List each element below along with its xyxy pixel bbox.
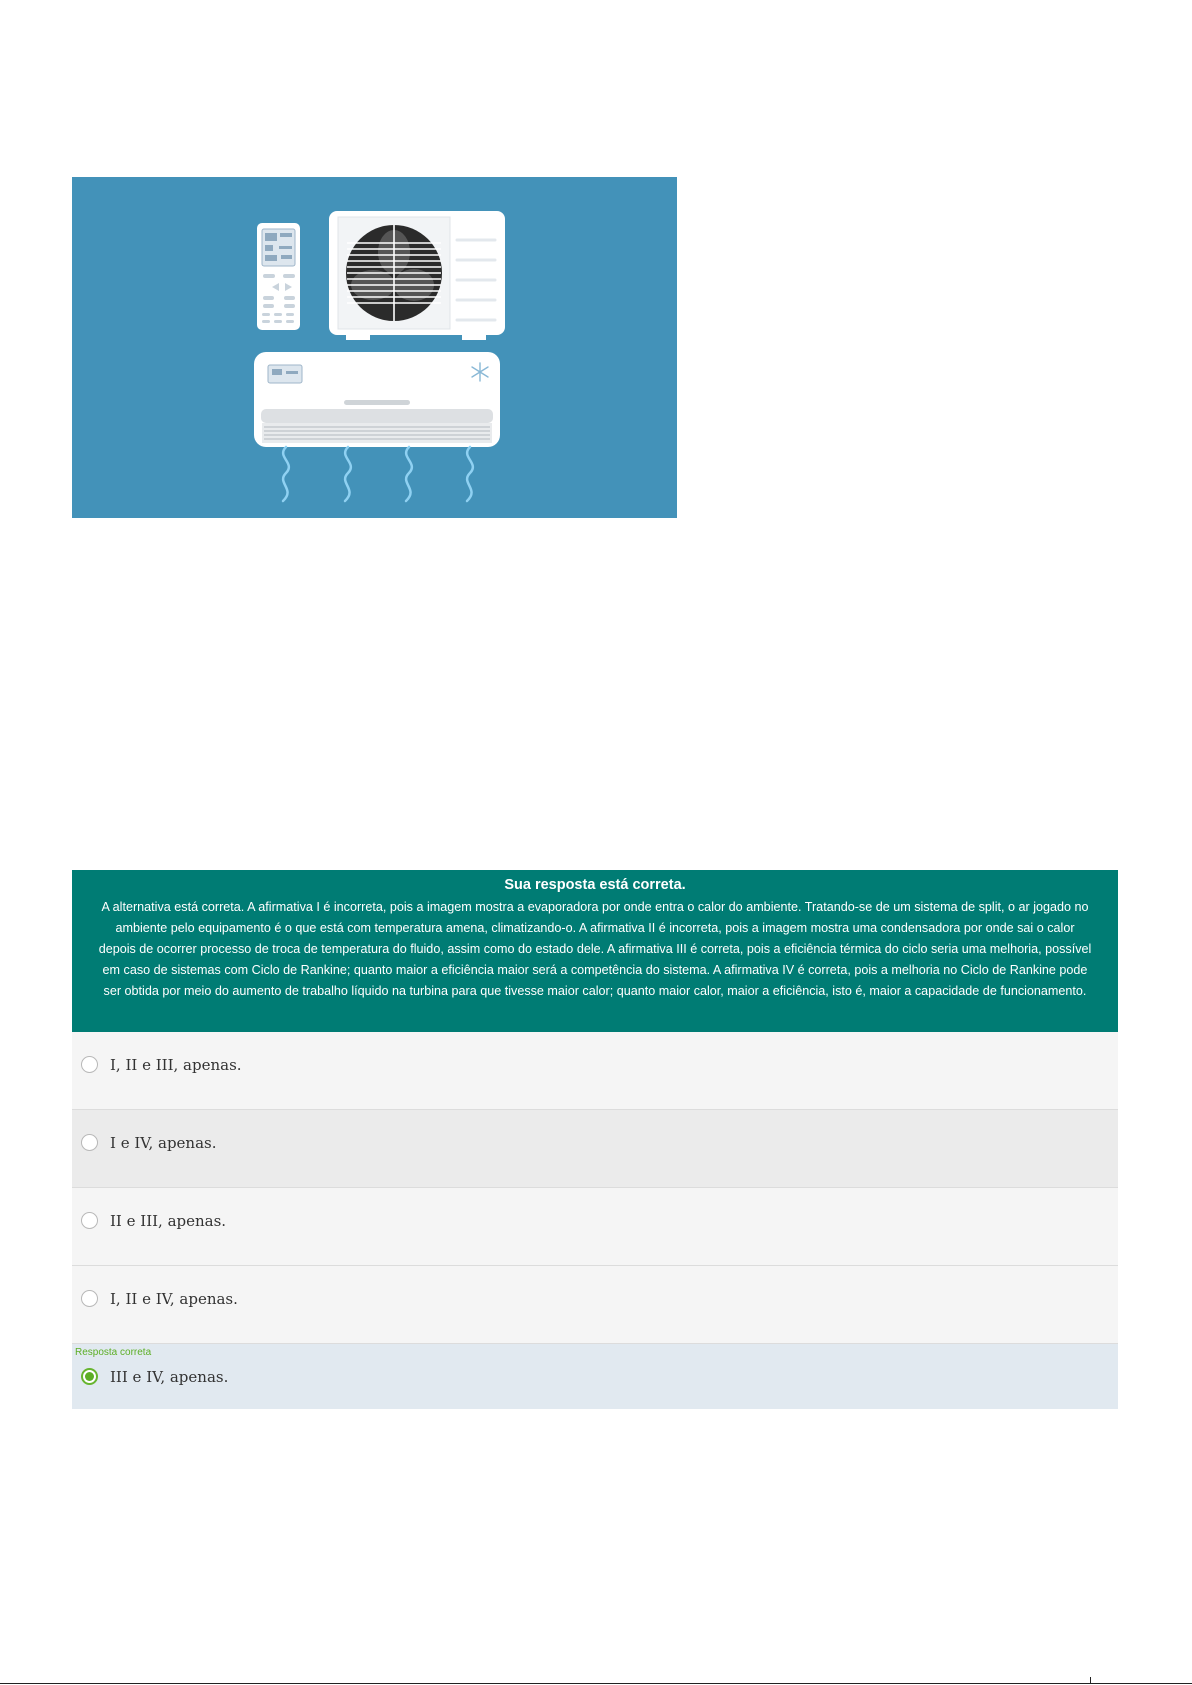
page-bottom-rule-tick bbox=[1090, 1677, 1091, 1683]
page-bottom-rule bbox=[0, 1683, 1192, 1684]
radio-button[interactable] bbox=[81, 1056, 98, 1073]
correct-answer-tag: Resposta correta bbox=[75, 1347, 152, 1358]
answer-option-label: III e IV, apenas. bbox=[110, 1368, 229, 1386]
answer-option-label: I, II e IV, apenas. bbox=[110, 1290, 238, 1308]
answer-option-2[interactable] bbox=[72, 1110, 1118, 1188]
answer-option-1[interactable] bbox=[72, 1032, 1118, 1110]
remote-control-icon bbox=[257, 223, 300, 330]
radio-button[interactable] bbox=[81, 1290, 98, 1307]
answer-option-3[interactable] bbox=[72, 1188, 1118, 1266]
air-conditioner-illustration bbox=[72, 177, 677, 518]
radio-button[interactable] bbox=[81, 1134, 98, 1151]
feedback-text: A alternativa está correta. A afirmativa I é incorreta, pois a imagem mostra a evaporadora por onde entra o calor do ambiente. Tratando-se de um sistema de split, o ar jogado no ambiente pelo equipamento é o que está com temperatura amena, climatizando-o. A afirmativa II é incorreta, pois a imagem mostra uma condensadora por onde sai o calor depois de ocorrer processo de troca de temperatura do fluido, assim como do estado dele. A afirmativa III é correta, pois a eficiência térmica do ciclo seria uma melhoria, possível em caso de sistemas com Ciclo de Rankine; quanto maior a eficiência maior será a competência do sistema. A afirmativa IV é correta, pois a melhoria no Ciclo de Rankine pode ser obtida por meio do aumento de trabalho líquido na turbina para que tivesse maior calor; quanto maior calor, maior a eficiência, isto é, maior a capacidade de funcionamento. bbox=[98, 900, 1092, 998]
answer-option-label: II e III, apenas. bbox=[110, 1212, 227, 1230]
answer-option-4[interactable] bbox=[72, 1266, 1118, 1344]
condenser-unit-icon bbox=[329, 211, 505, 340]
evaporator-unit-icon bbox=[254, 352, 500, 447]
radio-button[interactable] bbox=[81, 1212, 98, 1229]
feedback-panel bbox=[72, 870, 1118, 1032]
answer-option-label: I e IV, apenas. bbox=[110, 1134, 217, 1152]
answer-option-label: I, II e III, apenas. bbox=[110, 1056, 242, 1074]
answer-option-5-correct[interactable] bbox=[72, 1344, 1118, 1409]
answer-options bbox=[72, 1032, 1118, 1409]
feedback-title: Sua resposta está correta. bbox=[504, 877, 686, 893]
radio-button-selected[interactable] bbox=[81, 1368, 98, 1385]
